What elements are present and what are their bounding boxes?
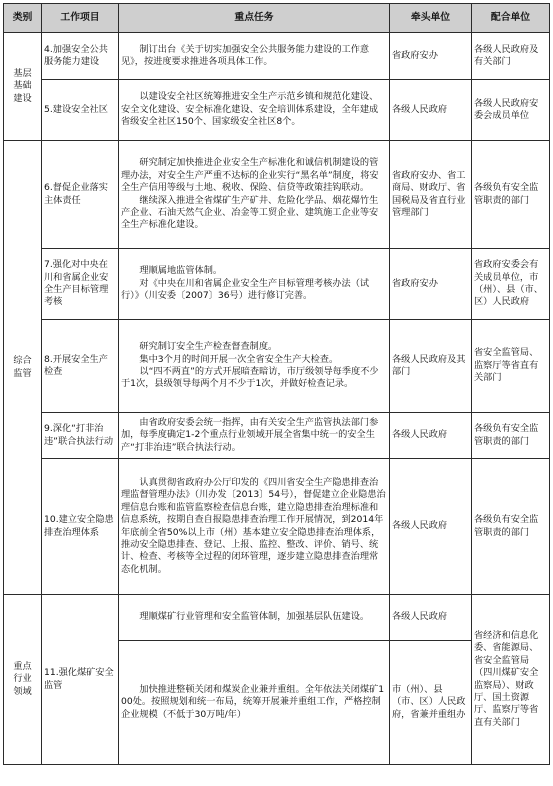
task-cell <box>119 141 390 249</box>
coop-unit-cell: 各级负有安全监管职责的部门 <box>472 413 550 459</box>
task-paragraph: 以“四不两直”的方式开展暗查暗访，市厅级领导每季度不少于1次，县级领导每两个月不少于1次，并做好检查记录。 <box>121 366 379 390</box>
work-item-cell: 4.加强安全公共服务能力建设 <box>42 33 119 80</box>
task-paragraph: 认真贯彻省政府办公厅印发的《四川省安全生产隐患排查治理监督管理办法》（川办发〔2013〕54号），督促建立企业隐患治理信息台账和监管监察检查信息台账，建立隐患排查治理标准和信息系统，按期自查自报隐患排查治理工作开展情况，到2014年年底前全省50%以上市（州）基本建立安全隐患排查治理体系，推动安全隐患排查、登记、上报、监控、整改、评价、销号、统计、检查、考核等全过程的闭环管理，逐步建立隐患排查治理常态化机制。 <box>121 476 386 575</box>
task-paragraph: 制订出台《关于切实加强安全公共服务能力建设的工作意见》，按进度要求推进各项具体工作。 <box>121 43 370 67</box>
lead-unit-cell: 市（州）、县（市、区）人民政府，省兼并重组办 <box>390 641 472 765</box>
header-lead-unit: 牵头单位 <box>390 4 472 33</box>
coop-unit-cell: 省经济和信息化委、省能源局、省安全监管局（四川煤矿安全监察局）、财政厅、国土资源厅、监察厅等省直有关部门 <box>472 595 550 765</box>
task-cell <box>119 413 390 459</box>
category-cell <box>4 33 42 141</box>
category-label: 重点 行业 领域 <box>13 660 32 697</box>
task-paragraph: 研究制订安全生产检查督查制度。 <box>139 341 278 353</box>
task-cell <box>119 80 390 141</box>
table-row <box>4 413 550 459</box>
table-row <box>4 249 550 320</box>
lead-unit-cell: 各级人民政府 <box>390 595 472 641</box>
lead-unit-cell: 各级人民政府 <box>390 459 472 595</box>
task-paragraph: 对《中央在川和省属企业安全生产目标管理考核办法（试行）》（川安委〔2007〕36号）进行修订完善。 <box>121 277 370 302</box>
coop-unit-cell: 省安全监管局、监察厅等省直有关部门 <box>472 320 550 413</box>
work-item-cell: 7.强化对中央在川和省属企业安全生产目标管理考核 <box>42 249 119 320</box>
task-paragraph: 集中3个月的时间开展一次全省安全生产大检查。 <box>139 353 339 365</box>
work-item-cell: 9.深化“打非治违”联合执法行动 <box>42 413 119 459</box>
task-paragraph: 继续深入推进全省煤矿生产矿井、危险化学品、烟花爆竹生产企业、石油天然气企业、冶金等工贸企业、建筑施工企业等安全生产标准化建设。 <box>121 194 379 231</box>
table-row <box>4 141 550 249</box>
table-header-row <box>4 4 550 33</box>
lead-unit-cell: 省政府安办 <box>390 33 472 80</box>
category-label: 综合 监管 <box>13 355 32 379</box>
task-paragraph: 理顺属地监管体制。 <box>139 265 223 277</box>
task-paragraph: 理顺煤矿行业管理和安全监管体制，加强基层队伍建设。 <box>139 611 370 623</box>
header-item: 工作项目 <box>42 4 119 33</box>
category-cell <box>4 595 42 765</box>
task-cell <box>119 459 390 595</box>
lead-unit-cell: 各级人民政府及其部门 <box>390 320 472 413</box>
coop-unit-cell: 各级人民政府安委会成员单位 <box>472 80 550 141</box>
lead-unit-cell: 省政府安办 <box>390 249 472 320</box>
table-row <box>4 33 550 80</box>
task-cell <box>119 320 390 413</box>
lead-unit-cell: 各级人民政府 <box>390 413 472 459</box>
coop-unit-cell: 各级负有安全监管职责的部门 <box>472 141 550 249</box>
work-item-cell: 8.开展安全生产检查 <box>42 320 119 413</box>
table-row <box>4 595 550 641</box>
lead-unit-cell: 各级人民政府 <box>390 80 472 141</box>
coop-unit-cell: 各级人民政府及有关部门 <box>472 33 550 80</box>
task-paragraph: 以建设安全社区统筹推进安全生产示范乡镇和规范化建设、安全文化建设、安全标准化建设、安全培训体系建设，全年建成省级安全社区150个、国家级安全社区8个。 <box>121 91 379 128</box>
table-row <box>4 459 550 595</box>
table-row <box>4 80 550 141</box>
work-item-cell: 10.建立安全隐患排查治理体系 <box>42 459 119 595</box>
coop-unit-cell: 各级负有安全监管职责的部门 <box>472 459 550 595</box>
coop-unit-cell: 省政府安委会有关成员单位，市（州）、县（市、区）人民政府 <box>472 249 550 320</box>
task-cell <box>119 595 390 641</box>
work-item-cell: 5.建设安全社区 <box>42 80 119 141</box>
category-label: 基层 基础 建设 <box>13 67 32 104</box>
task-cell <box>119 249 390 320</box>
task-paragraph: 加快推进整顿关闭和煤炭企业兼并重组。全年依法关闭煤矿100处。按照规划和统一布局，统筹开展兼并重组工作，严格控制企业规模（不低于30万吨/年） <box>121 683 385 720</box>
header-coop-unit: 配合单位 <box>472 4 550 33</box>
work-task-table <box>3 3 550 765</box>
work-item-cell: 6.督促企业落实主体责任 <box>42 141 119 249</box>
table-row <box>4 320 550 413</box>
header-category: 类别 <box>4 4 42 33</box>
lead-unit-cell: 省政府安办、省工商局、财政厅、省国税局及省直行业管理部门 <box>390 141 472 249</box>
header-task: 重点任务 <box>119 4 390 33</box>
task-cell <box>119 33 390 80</box>
category-cell <box>4 141 42 595</box>
task-paragraph: 由省政府安委会统一指挥，由有关安全生产监管执法部门参加，每季度确定1-2个重点行业领域开展全省集中统一的安全生产“打非治违”联合执法行动。 <box>121 416 379 453</box>
task-paragraph: 研究制定加快推进企业安全生产标准化和诚信机制建设的管理办法，对安全生产严重不达标的企业实行“黑名单”制度，将安全生产信用等级与土地、税收、保险、信贷等政策挂钩联动。 <box>121 157 379 194</box>
work-item-cell: 11.强化煤矿安全监管 <box>42 595 119 765</box>
task-cell <box>119 641 390 765</box>
